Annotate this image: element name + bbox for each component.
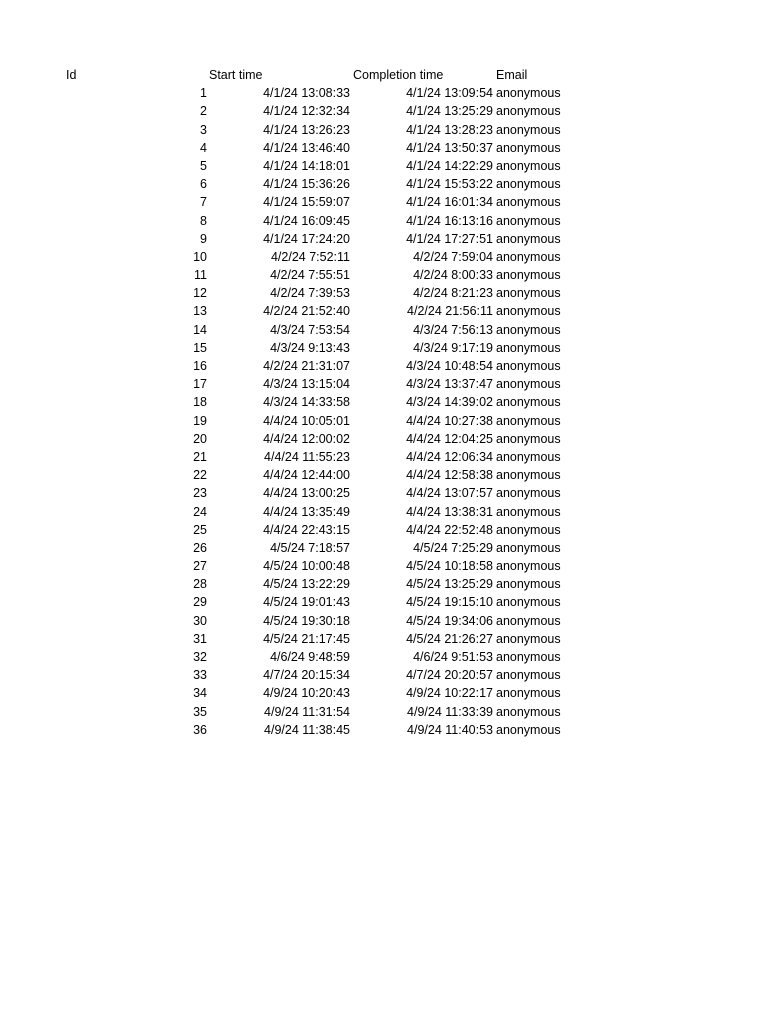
start-time-cell: 4/9/24 11:31:54 bbox=[264, 704, 350, 719]
start-time-cell: 4/5/24 21:17:45 bbox=[263, 631, 350, 646]
email-cell: anonymous bbox=[496, 359, 561, 373]
start-time-cell: 4/5/24 19:30:18 bbox=[263, 613, 350, 628]
email-cell: anonymous bbox=[496, 504, 561, 519]
email-cell: anonymous bbox=[496, 595, 561, 610]
email-cell: anonymous bbox=[496, 86, 561, 101]
id-cell: 31 bbox=[193, 631, 207, 646]
start-time-cell: 4/4/24 12:00:02 bbox=[263, 431, 350, 446]
email-cell: anonymous bbox=[496, 195, 561, 210]
email-cell: anonymous bbox=[496, 122, 561, 137]
completion-time-cell: 4/5/24 19:15:10 bbox=[406, 595, 493, 610]
email-cell: anonymous bbox=[496, 631, 561, 646]
email-cell: anonymous bbox=[496, 140, 561, 155]
completion-time-cell: 4/2/24 7:59:04 bbox=[413, 249, 493, 264]
start-time-cell: 4/7/24 20:15:34 bbox=[263, 668, 350, 683]
table-row bbox=[0, 266, 768, 284]
completion-time-cell: 4/3/24 10:48:54 bbox=[406, 359, 493, 373]
start-time-cell: 4/9/24 11:38:45 bbox=[264, 722, 350, 737]
completion-time-cell: 4/3/24 14:39:02 bbox=[406, 395, 493, 410]
table-row bbox=[0, 612, 768, 630]
table-row bbox=[0, 448, 768, 466]
completion-time-cell: 4/4/24 12:58:38 bbox=[406, 468, 493, 483]
start-time-cell: 4/4/24 22:43:15 bbox=[263, 522, 350, 537]
id-cell: 9 bbox=[200, 231, 207, 246]
table-row bbox=[0, 503, 768, 521]
table-row bbox=[0, 666, 768, 684]
completion-time-cell: 4/1/24 13:09:54 bbox=[406, 86, 493, 101]
start-time-cell: 4/4/24 13:00:25 bbox=[263, 486, 350, 501]
start-time-cell: 4/1/24 13:46:40 bbox=[263, 140, 350, 155]
email-cell: anonymous bbox=[496, 158, 561, 173]
email-cell: anonymous bbox=[496, 286, 561, 301]
table-row bbox=[0, 175, 768, 193]
email-cell: anonymous bbox=[496, 559, 561, 574]
email-cell: anonymous bbox=[496, 668, 561, 683]
email-cell: anonymous bbox=[496, 577, 561, 592]
id-cell: 5 bbox=[200, 158, 207, 173]
id-cell: 3 bbox=[200, 122, 207, 137]
table-row bbox=[0, 284, 768, 302]
table-row bbox=[0, 193, 768, 211]
email-cell: anonymous bbox=[496, 322, 561, 337]
id-cell: 1 bbox=[200, 86, 207, 101]
id-cell: 30 bbox=[193, 613, 207, 628]
table-row bbox=[0, 212, 768, 230]
id-cell: 2 bbox=[200, 104, 207, 119]
table-row bbox=[0, 539, 768, 557]
start-time-cell: 4/3/24 14:33:58 bbox=[263, 395, 350, 410]
table-row bbox=[0, 575, 768, 593]
start-time-cell: 4/6/24 9:48:59 bbox=[270, 650, 350, 664]
table-body bbox=[0, 84, 768, 739]
email-cell: anonymous bbox=[496, 540, 561, 555]
table-row bbox=[0, 557, 768, 575]
header-start-time: Start time bbox=[209, 68, 263, 82]
table-row bbox=[0, 393, 768, 411]
email-cell: anonymous bbox=[496, 704, 561, 719]
start-time-cell: 4/1/24 15:36:26 bbox=[263, 177, 350, 192]
completion-time-cell: 4/2/24 8:21:23 bbox=[413, 286, 493, 301]
start-time-cell: 4/1/24 13:08:33 bbox=[263, 86, 350, 101]
start-time-cell: 4/5/24 7:18:57 bbox=[270, 540, 350, 555]
email-cell: anonymous bbox=[496, 104, 561, 119]
email-cell: anonymous bbox=[496, 340, 561, 355]
start-time-cell: 4/1/24 14:18:01 bbox=[263, 158, 350, 173]
id-cell: 33 bbox=[193, 668, 207, 683]
table-row bbox=[0, 84, 768, 102]
completion-time-cell: 4/5/24 7:25:29 bbox=[413, 540, 493, 555]
start-time-cell: 4/2/24 7:52:11 bbox=[270, 249, 350, 264]
id-cell: 15 bbox=[193, 340, 207, 355]
start-time-cell: 4/1/24 12:32:34 bbox=[263, 104, 350, 119]
completion-time-cell: 4/1/24 16:01:34 bbox=[406, 195, 493, 210]
table-row bbox=[0, 157, 768, 175]
header-completion-time: Completion time bbox=[353, 68, 444, 82]
completion-time-cell: 4/1/24 16:13:16 bbox=[406, 213, 493, 228]
table-row bbox=[0, 302, 768, 320]
completion-time-cell: 4/2/24 8:00:33 bbox=[413, 268, 493, 283]
id-cell: 10 bbox=[193, 249, 207, 264]
completion-time-cell: 4/7/24 20:20:57 bbox=[406, 668, 493, 683]
completion-time-cell: 4/3/24 9:17:19 bbox=[413, 340, 493, 355]
table-row bbox=[0, 357, 768, 375]
table-row bbox=[0, 248, 768, 266]
spreadsheet-table bbox=[0, 66, 768, 739]
email-cell: anonymous bbox=[496, 213, 561, 228]
id-cell: 22 bbox=[193, 468, 207, 483]
start-time-cell: 4/1/24 17:24:20 bbox=[263, 231, 350, 246]
completion-time-cell: 4/5/24 21:26:27 bbox=[406, 631, 493, 646]
table-row bbox=[0, 466, 768, 484]
id-cell: 14 bbox=[193, 322, 207, 337]
email-cell: anonymous bbox=[496, 613, 561, 628]
start-time-cell: 4/2/24 21:52:40 bbox=[263, 304, 350, 319]
id-cell: 12 bbox=[193, 286, 207, 301]
table-row bbox=[0, 484, 768, 502]
email-cell: anonymous bbox=[496, 468, 561, 483]
table-row bbox=[0, 139, 768, 157]
start-time-cell: 4/4/24 10:05:01 bbox=[263, 413, 350, 428]
table-row bbox=[0, 102, 768, 120]
table-row bbox=[0, 430, 768, 448]
completion-time-cell: 4/1/24 13:25:29 bbox=[406, 104, 493, 119]
email-cell: anonymous bbox=[496, 268, 561, 283]
email-cell: anonymous bbox=[496, 377, 561, 392]
id-cell: 16 bbox=[193, 359, 207, 373]
id-cell: 13 bbox=[193, 304, 207, 319]
id-cell: 11 bbox=[194, 268, 207, 283]
table-row bbox=[0, 412, 768, 430]
completion-time-cell: 4/2/24 21:56:11 bbox=[407, 304, 493, 319]
id-cell: 17 bbox=[193, 377, 207, 392]
table-row bbox=[0, 121, 768, 139]
completion-time-cell: 4/9/24 11:40:53 bbox=[407, 722, 493, 737]
id-cell: 8 bbox=[200, 213, 207, 228]
id-cell: 21 bbox=[193, 449, 207, 464]
email-cell: anonymous bbox=[496, 249, 561, 264]
email-cell: anonymous bbox=[496, 722, 561, 737]
table-row bbox=[0, 703, 768, 721]
email-cell: anonymous bbox=[496, 177, 561, 192]
id-cell: 7 bbox=[200, 195, 207, 210]
start-time-cell: 4/1/24 13:26:23 bbox=[263, 122, 350, 137]
completion-time-cell: 4/5/24 19:34:06 bbox=[406, 613, 493, 628]
id-cell: 26 bbox=[193, 540, 207, 555]
table-row bbox=[0, 684, 768, 702]
email-cell: anonymous bbox=[496, 686, 561, 701]
email-cell: anonymous bbox=[496, 522, 561, 537]
email-cell: anonymous bbox=[496, 431, 561, 446]
completion-time-cell: 4/4/24 12:04:25 bbox=[406, 431, 493, 446]
start-time-cell: 4/4/24 11:55:23 bbox=[264, 449, 350, 464]
completion-time-cell: 4/1/24 14:22:29 bbox=[406, 158, 493, 173]
id-cell: 4 bbox=[200, 140, 207, 155]
table-row bbox=[0, 593, 768, 611]
completion-time-cell: 4/1/24 15:53:22 bbox=[406, 177, 493, 192]
completion-time-cell: 4/4/24 13:07:57 bbox=[406, 486, 493, 501]
id-cell: 20 bbox=[193, 431, 207, 446]
completion-time-cell: 4/1/24 13:28:23 bbox=[406, 122, 493, 137]
table-row bbox=[0, 648, 768, 666]
completion-time-cell: 4/9/24 10:22:17 bbox=[406, 686, 493, 701]
completion-time-cell: 4/4/24 13:38:31 bbox=[406, 504, 493, 519]
start-time-cell: 4/2/24 21:31:07 bbox=[263, 359, 350, 373]
completion-time-cell: 4/3/24 7:56:13 bbox=[413, 322, 493, 337]
start-time-cell: 4/3/24 7:53:54 bbox=[270, 322, 350, 337]
completion-time-cell: 4/5/24 13:25:29 bbox=[406, 577, 493, 592]
start-time-cell: 4/2/24 7:39:53 bbox=[270, 286, 350, 301]
completion-time-cell: 4/4/24 12:06:34 bbox=[406, 449, 493, 464]
start-time-cell: 4/2/24 7:55:51 bbox=[270, 268, 350, 283]
completion-time-cell: 4/6/24 9:51:53 bbox=[413, 650, 493, 664]
completion-time-cell: 4/1/24 17:27:51 bbox=[406, 231, 493, 246]
completion-time-cell: 4/3/24 13:37:47 bbox=[406, 377, 493, 392]
table-row bbox=[0, 321, 768, 339]
header-row bbox=[0, 66, 768, 84]
email-cell: anonymous bbox=[496, 231, 561, 246]
start-time-cell: 4/1/24 16:09:45 bbox=[263, 213, 350, 228]
id-cell: 32 bbox=[193, 650, 207, 664]
start-time-cell: 4/3/24 9:13:43 bbox=[270, 340, 350, 355]
start-time-cell: 4/5/24 13:22:29 bbox=[263, 577, 350, 592]
id-cell: 29 bbox=[193, 595, 207, 610]
id-cell: 36 bbox=[193, 722, 207, 737]
start-time-cell: 4/5/24 19:01:43 bbox=[263, 595, 350, 610]
header-id: Id bbox=[66, 68, 77, 82]
completion-time-cell: 4/4/24 10:27:38 bbox=[406, 413, 493, 428]
id-cell: 25 bbox=[193, 522, 207, 537]
email-cell: anonymous bbox=[496, 650, 561, 664]
id-cell: 24 bbox=[193, 504, 207, 519]
header-email: Email bbox=[496, 68, 528, 82]
table-row bbox=[0, 521, 768, 539]
email-cell: anonymous bbox=[496, 395, 561, 410]
table-row bbox=[0, 339, 768, 357]
start-time-cell: 4/4/24 13:35:49 bbox=[263, 504, 350, 519]
email-cell: anonymous bbox=[496, 304, 561, 319]
completion-time-cell: 4/1/24 13:50:37 bbox=[406, 140, 493, 155]
completion-time-cell: 4/4/24 22:52:48 bbox=[406, 522, 493, 537]
id-cell: 19 bbox=[193, 413, 207, 428]
table-row bbox=[0, 630, 768, 648]
start-time-cell: 4/5/24 10:00:48 bbox=[263, 559, 350, 574]
id-cell: 27 bbox=[193, 559, 207, 574]
start-time-cell: 4/4/24 12:44:00 bbox=[263, 468, 350, 483]
start-time-cell: 4/1/24 15:59:07 bbox=[263, 195, 350, 210]
id-cell: 18 bbox=[193, 395, 207, 410]
id-cell: 28 bbox=[193, 577, 207, 592]
start-time-cell: 4/9/24 10:20:43 bbox=[263, 686, 350, 701]
email-cell: anonymous bbox=[496, 413, 561, 428]
id-cell: 23 bbox=[193, 486, 207, 501]
email-cell: anonymous bbox=[496, 449, 561, 464]
table-row bbox=[0, 721, 768, 739]
completion-time-cell: 4/5/24 10:18:58 bbox=[406, 559, 493, 574]
start-time-cell: 4/3/24 13:15:04 bbox=[263, 377, 350, 392]
id-cell: 34 bbox=[193, 686, 207, 701]
id-cell: 6 bbox=[200, 177, 207, 192]
id-cell: 35 bbox=[193, 704, 207, 719]
table-row bbox=[0, 230, 768, 248]
table-row bbox=[0, 375, 768, 393]
completion-time-cell: 4/9/24 11:33:39 bbox=[407, 704, 493, 719]
email-cell: anonymous bbox=[496, 486, 561, 501]
